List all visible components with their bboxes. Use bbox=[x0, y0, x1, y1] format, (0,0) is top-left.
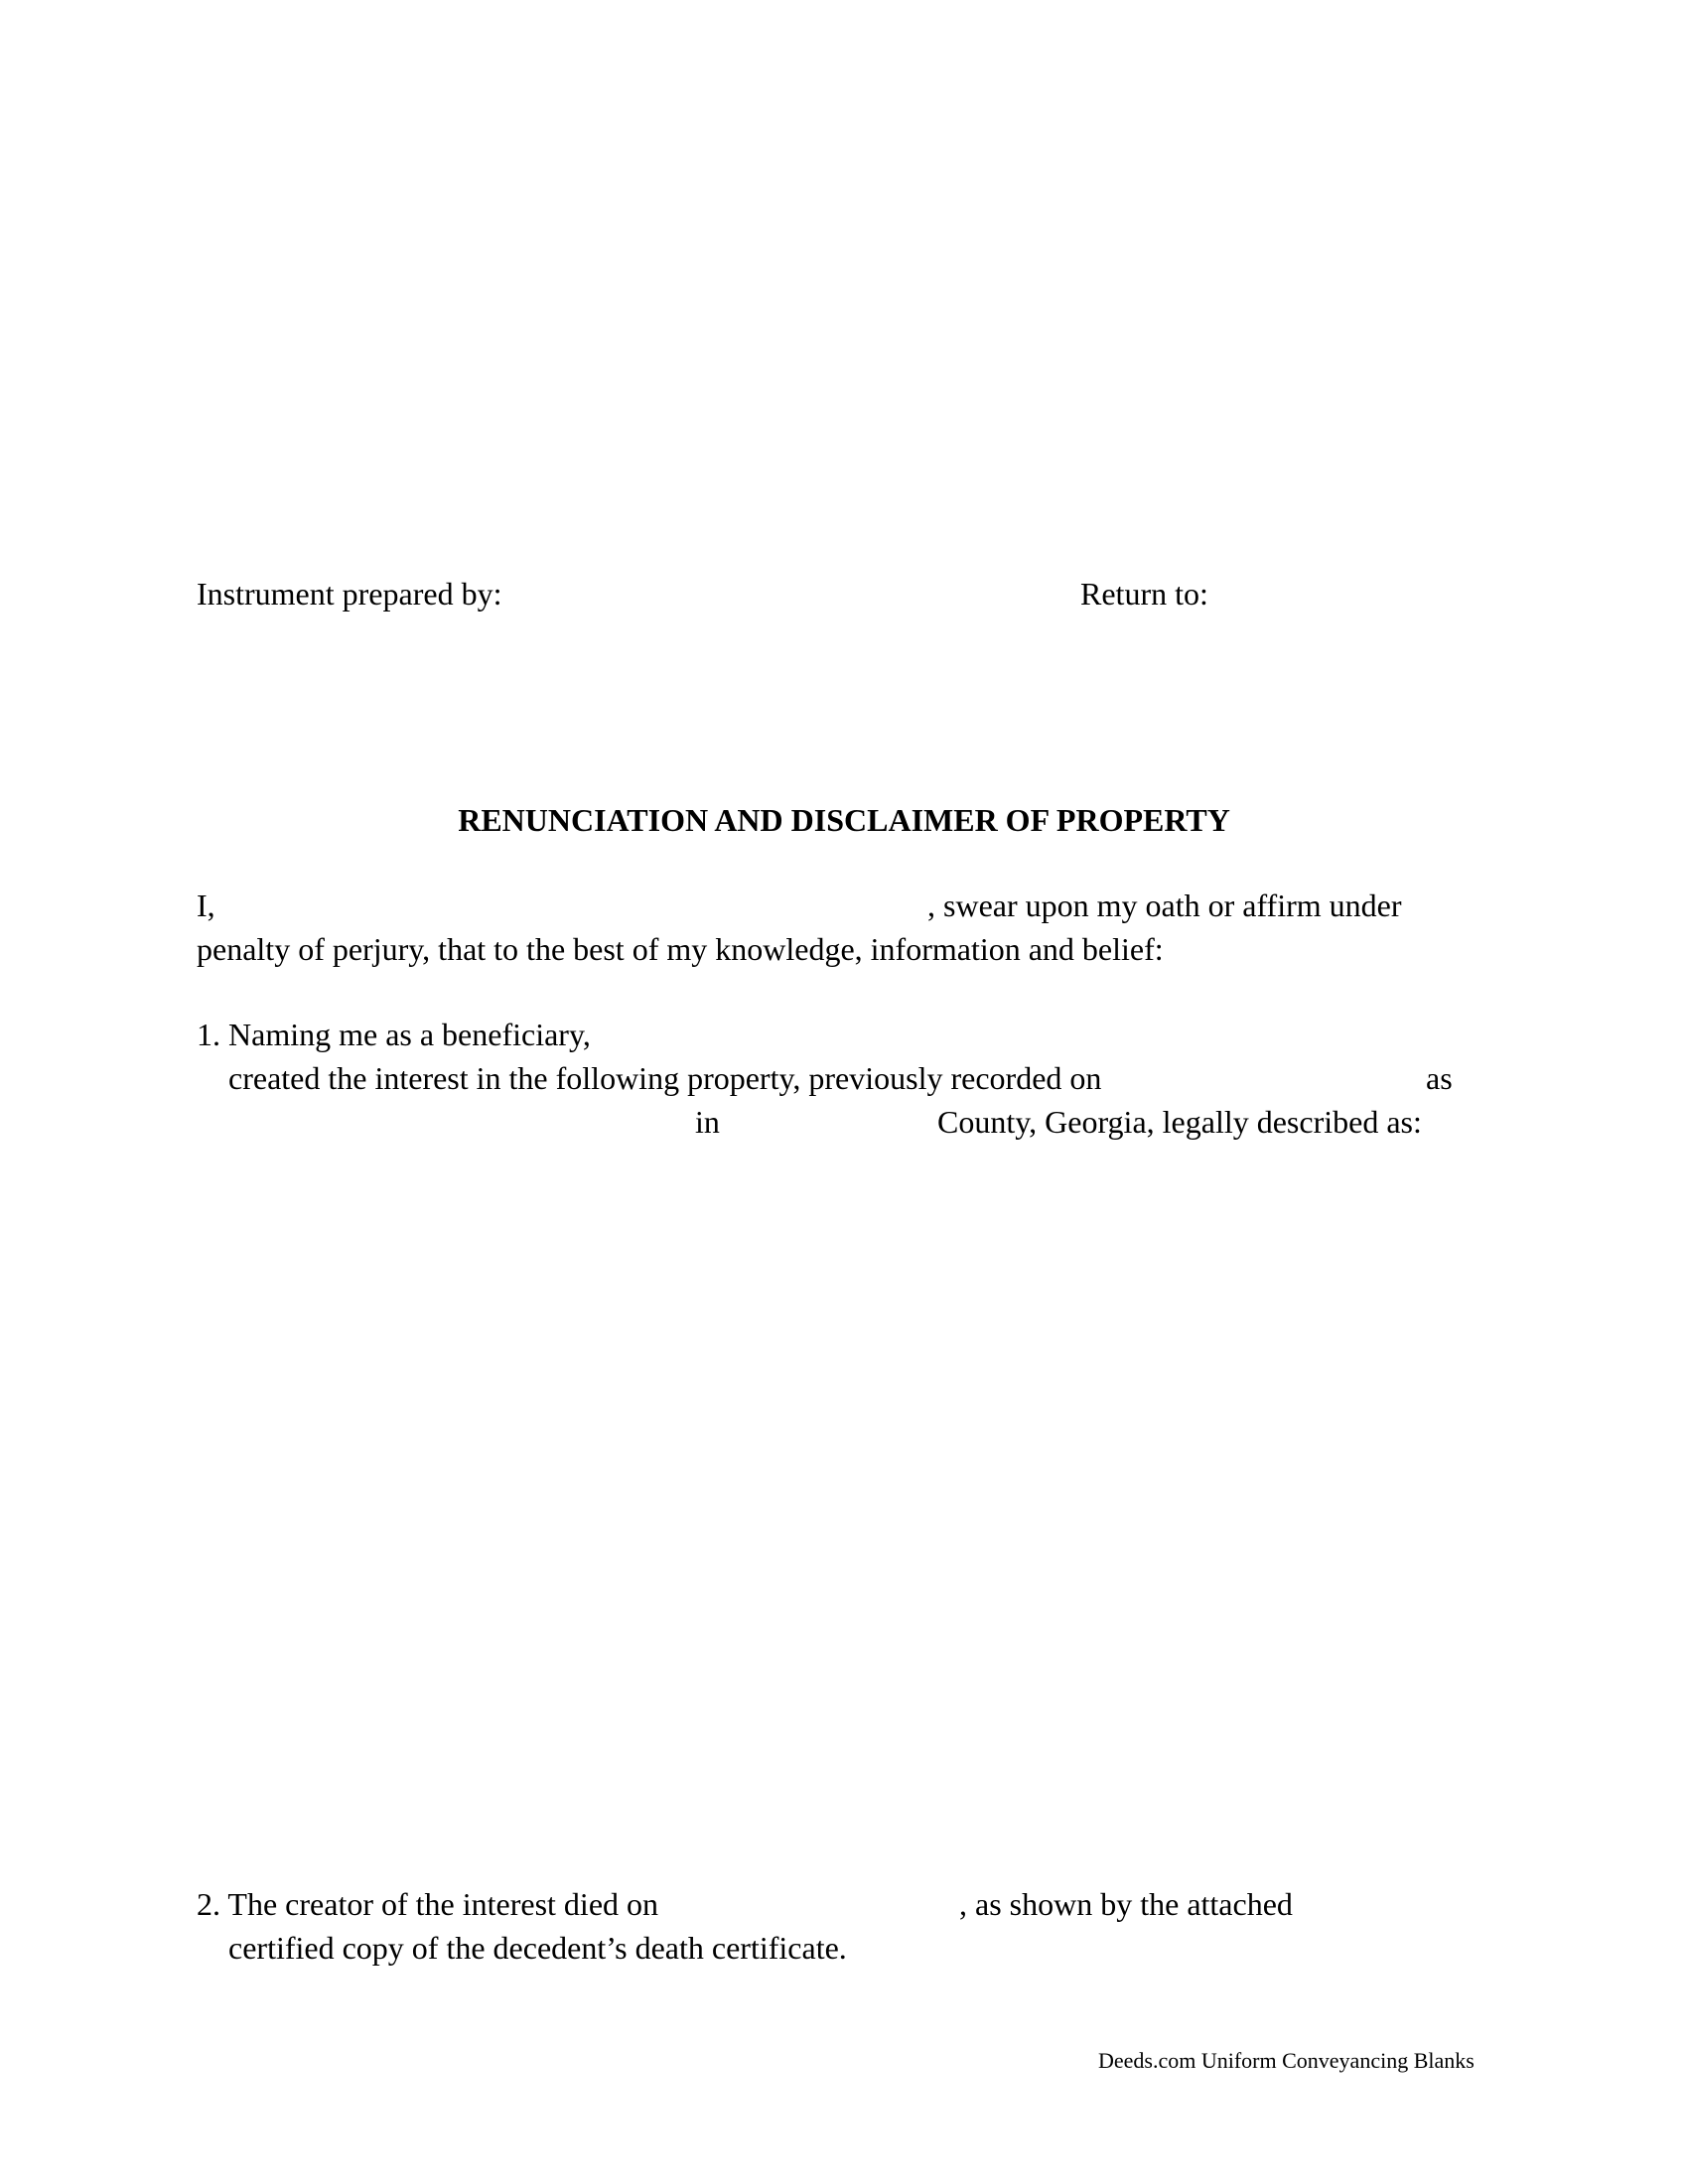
item-2-line-2: certified copy of the decedent’s death certificate. bbox=[228, 1930, 847, 1966]
item-2-line-1-end: , as shown by the attached bbox=[959, 1886, 1293, 1922]
prepared-by-label: Instrument prepared by: bbox=[197, 576, 502, 612]
item-1-line-3-in: in bbox=[695, 1104, 720, 1140]
item-1-line-1: 1. Naming me as a beneficiary, bbox=[197, 1017, 591, 1052]
footer-text: Deeds.com Uniform Conveyancing Blanks bbox=[1098, 2048, 1475, 2073]
oath-line-2: penalty of perjury, that to the best of my knowledge, information and belief: bbox=[197, 931, 1164, 967]
return-to-label: Return to: bbox=[1080, 576, 1208, 612]
oath-suffix: , swear upon my oath or affirm under bbox=[927, 887, 1402, 923]
item-1-line-2-end: as bbox=[1426, 1060, 1453, 1096]
item-1-line-2: created the interest in the following property, previously recorded on bbox=[228, 1060, 1102, 1096]
oath-prefix: I, bbox=[197, 887, 215, 923]
item-1-line-3-end: County, Georgia, legally described as: bbox=[937, 1104, 1422, 1140]
document-title: RENUNCIATION AND DISCLAIMER OF PROPERTY bbox=[458, 802, 1230, 838]
item-2-line-1-start: 2. The creator of the interest died on bbox=[197, 1886, 659, 1922]
